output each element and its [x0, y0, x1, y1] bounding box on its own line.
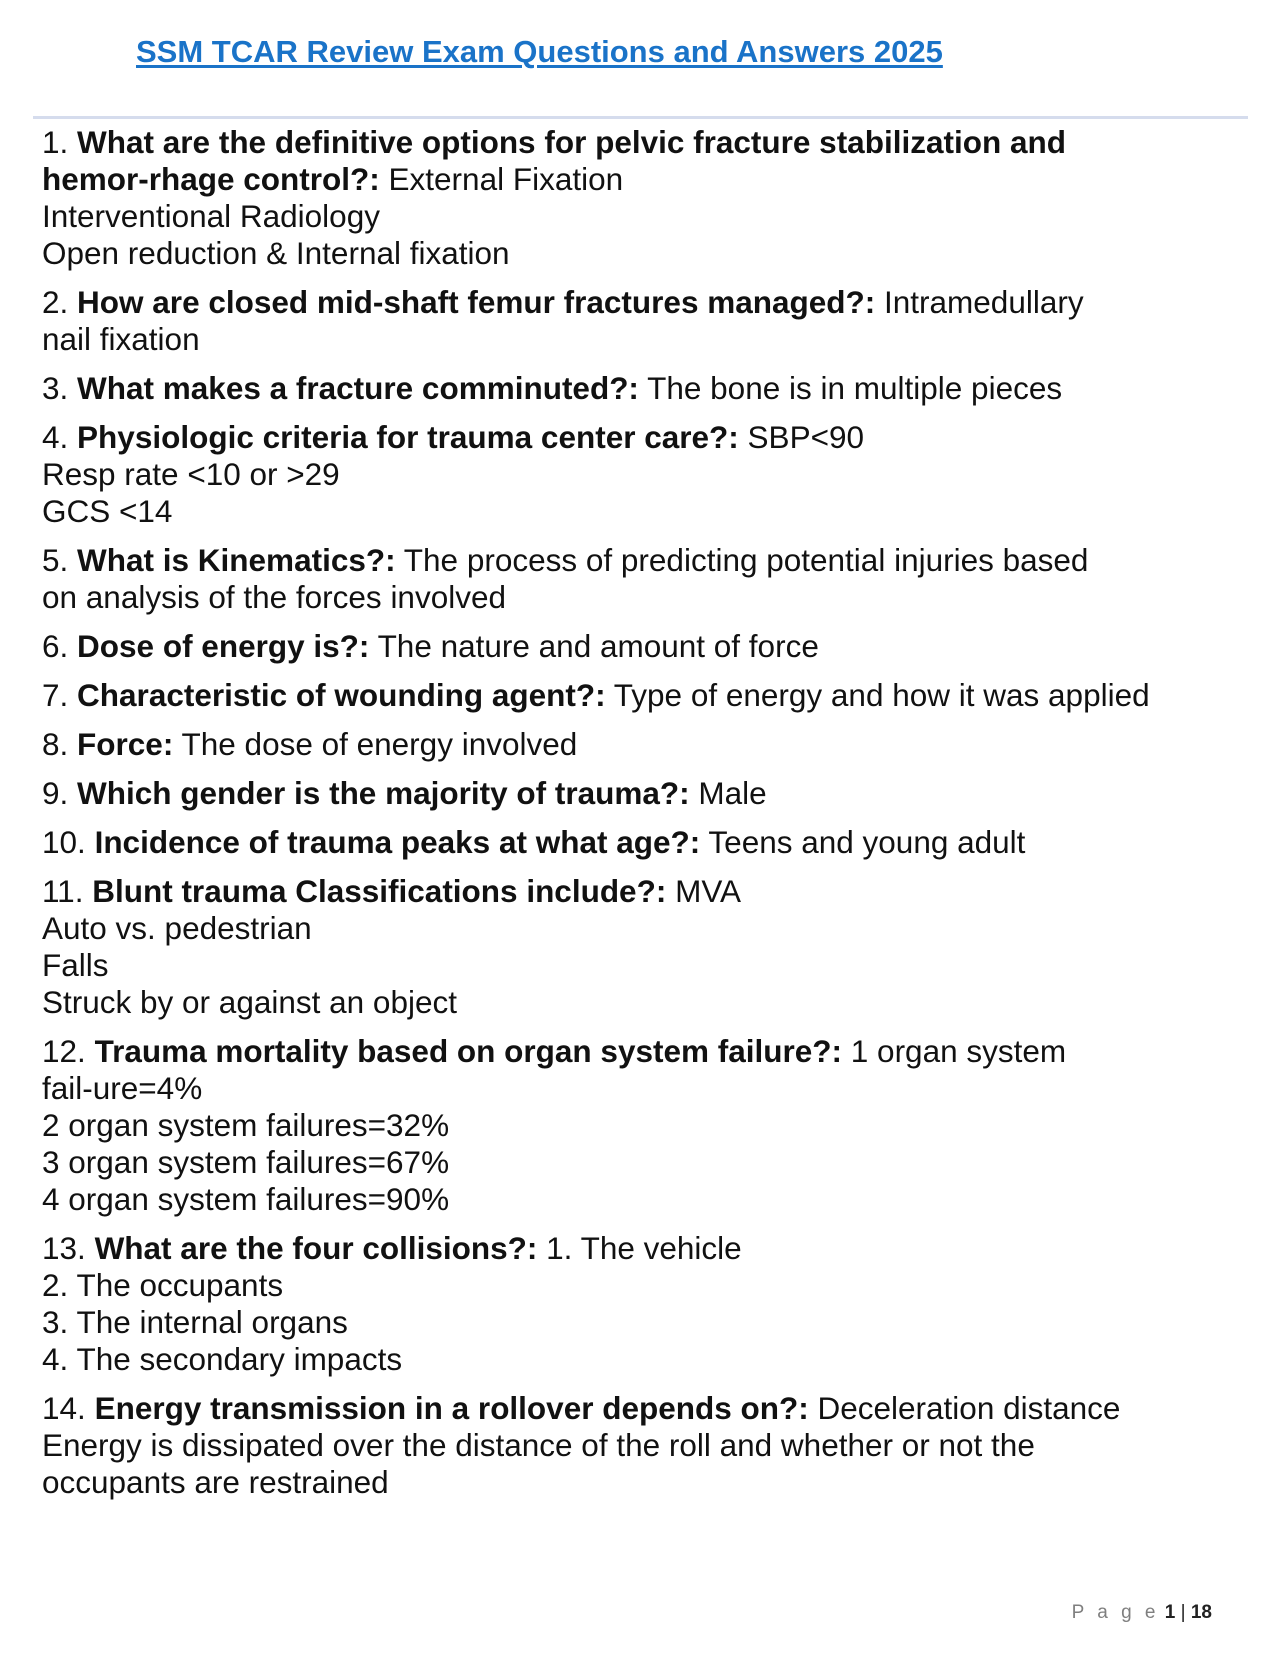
page-label: P a g e [1071, 1602, 1160, 1623]
qa-answer-line: 3 organ system failures=67% [42, 1144, 450, 1180]
qa-first-line [42, 824, 1242, 861]
qa-question: Physiologic criteria for trauma center care?: [77, 419, 739, 455]
qa-item [42, 726, 1242, 763]
qa-answer-line: Falls [42, 947, 109, 983]
qa-number: 2. [42, 284, 69, 320]
page-separator: | [1180, 1602, 1186, 1623]
qa-number: 11. [42, 873, 84, 909]
qa-number: 5. [42, 542, 69, 578]
qa-question: Force: [77, 726, 174, 762]
qa-answer: The dose of energy involved [181, 726, 578, 762]
qa-question-continued: hemor-rhage control?: [42, 161, 380, 197]
qa-answer-line: 2 organ system failures=32% [42, 1107, 450, 1143]
qa-answer: The process of predicting potential injuries based [403, 542, 1089, 578]
qa-answer-line: Auto vs. pedestrian [42, 910, 312, 946]
qa-answer-line: on analysis of the forces involved [42, 579, 507, 615]
qa-answer-line: 3. The internal organs [42, 1304, 348, 1340]
qa-answer-line: GCS <14 [42, 493, 173, 529]
qa-answer-line: 4 organ system failures=90% [42, 1181, 450, 1217]
qa-item [42, 824, 1242, 861]
page-footer [1072, 1602, 1212, 1624]
qa-item [42, 419, 1242, 530]
qa-question: Dose of energy is?: [77, 628, 370, 664]
qa-number: 9. [42, 775, 69, 811]
qa-list [42, 124, 1242, 1513]
qa-question: Incidence of trauma peaks at what age?: [94, 824, 701, 860]
qa-number: 13. [42, 1230, 86, 1266]
qa-answer-line: 4. The secondary impacts [42, 1341, 403, 1377]
qa-answer: The nature and amount of force [377, 628, 819, 664]
qa-answer-line: Struck by or against an object [42, 984, 457, 1020]
qa-answer-line: nail fixation [42, 321, 200, 357]
qa-number: 8. [42, 726, 69, 762]
qa-item [42, 677, 1242, 714]
qa-answer-line: occupants are restrained [42, 1464, 389, 1500]
qa-item [42, 1230, 1242, 1378]
qa-first-line [42, 284, 1242, 321]
qa-item [42, 775, 1242, 812]
qa-answer-line: 2. The occupants [42, 1267, 284, 1303]
qa-item [42, 1390, 1242, 1501]
qa-number: 1. [42, 124, 69, 160]
qa-question: Trauma mortality based on organ system failure?: [94, 1033, 843, 1069]
qa-item [42, 873, 1242, 1021]
qa-number: 6. [42, 628, 69, 664]
qa-answer: Male [698, 775, 767, 811]
qa-answer: Deceleration distance [817, 1390, 1121, 1426]
qa-first-line [42, 1033, 1242, 1070]
qa-answer-line: fail-ure=4% [42, 1070, 203, 1106]
qa-item [42, 542, 1242, 616]
qa-question: Characteristic of wounding agent?: [77, 677, 606, 713]
page-number: 1 [1164, 1602, 1176, 1623]
qa-number: 7. [42, 677, 69, 713]
qa-answer: The bone is in multiple pieces [647, 370, 1063, 406]
qa-question: What are the definitive options for pelvic fracture stabilization and [77, 124, 1066, 160]
qa-answer: Type of energy and how it was applied [613, 677, 1150, 713]
qa-number: 14. [42, 1390, 86, 1426]
qa-item [42, 370, 1242, 407]
qa-first-line [42, 726, 1242, 763]
qa-first-line [42, 1230, 1242, 1267]
qa-item [42, 628, 1242, 665]
qa-answer-line: Interventional Radiology [42, 198, 380, 234]
qa-answer-line: Resp rate <10 or >29 [42, 456, 340, 492]
qa-answer: MVA [675, 873, 742, 909]
qa-first-line [42, 419, 1242, 456]
qa-question: What are the four collisions?: [94, 1230, 538, 1266]
title-divider [33, 116, 1248, 119]
qa-question: Blunt trauma Classifications include?: [92, 873, 667, 909]
qa-item [42, 284, 1242, 358]
qa-question: How are closed mid-shaft femur fractures managed?: [77, 284, 876, 320]
qa-answer: Intramedullary [884, 284, 1084, 320]
qa-answer-line: Energy is dissipated over the distance of the roll and whether or not the [42, 1427, 1035, 1463]
qa-answer: 1. The vehicle [546, 1230, 742, 1266]
page-total: 18 [1190, 1602, 1212, 1623]
qa-question: What is Kinematics?: [77, 542, 396, 578]
qa-first-line [42, 873, 1242, 910]
qa-number: 12. [42, 1033, 86, 1069]
qa-first-line [42, 1390, 1242, 1427]
qa-number: 4. [42, 419, 69, 455]
qa-question: Energy transmission in a rollover depends on?: [94, 1390, 809, 1426]
qa-question: What makes a fracture comminuted?: [77, 370, 639, 406]
qa-answer-line: Open reduction & Internal fixation [42, 235, 510, 271]
qa-number: 3. [42, 370, 69, 406]
qa-answer: SBP<90 [747, 419, 865, 455]
qa-question: Which gender is the majority of trauma?: [77, 775, 690, 811]
qa-first-line [42, 775, 1242, 812]
qa-first-line [42, 124, 1242, 161]
qa-item [42, 1033, 1242, 1218]
qa-item [42, 124, 1242, 272]
qa-first-line [42, 542, 1242, 579]
qa-number: 10. [42, 824, 86, 860]
qa-answer: Teens and young adult [708, 824, 1026, 860]
qa-question-continued-line [42, 161, 1242, 198]
qa-answer: 1 organ system [850, 1033, 1067, 1069]
qa-first-line [42, 628, 1242, 665]
qa-first-line [42, 370, 1242, 407]
qa-answer: External Fixation [388, 161, 624, 197]
qa-first-line [42, 677, 1242, 714]
document-title[interactable]: SSM TCAR Review Exam Questions and Answers 2025 [136, 34, 943, 69]
